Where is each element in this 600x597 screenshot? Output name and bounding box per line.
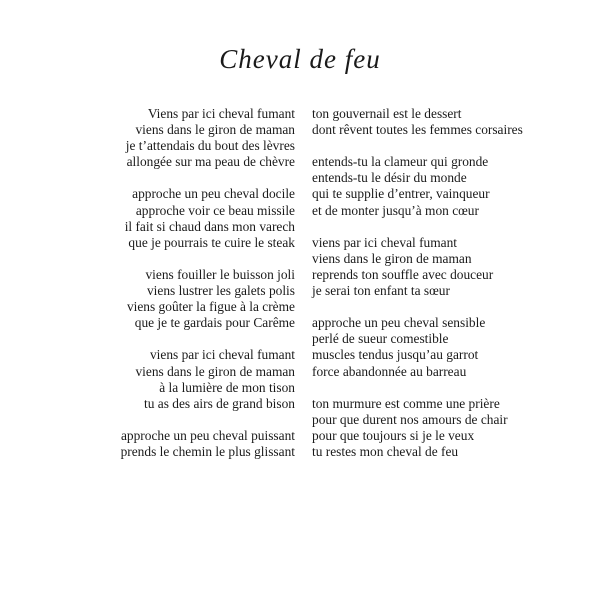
verse-line: viens dans le giron de maman [312, 250, 472, 266]
verse-line: ton murmure est comme une prière [312, 395, 500, 411]
verse-line: que je te gardais pour Carême [134, 315, 295, 331]
verse-line: viens dans le giron de maman [135, 122, 295, 138]
verse-line: il fait si chaud dans mon varech [124, 218, 295, 234]
poem-title: Cheval de feu [219, 44, 381, 74]
verse-line: force abandonnée au barreau [312, 363, 467, 379]
left-stanza-3 [55, 267, 295, 331]
verse-line: entends-tu la clameur qui gronde [312, 154, 489, 170]
verse-line: je serai ton enfant ta sœur [312, 283, 450, 299]
verse-line: approche un peu cheval docile [132, 186, 295, 202]
right-stanza-5 [312, 396, 572, 460]
verse-line: que je pourrais te cuire le steak [128, 234, 295, 250]
verse-line: tu as des airs de grand bison [144, 395, 295, 411]
verse-line: viens goûter la figue à la crème [126, 299, 295, 315]
verse-line: prends le chemin le plus glissant [120, 443, 295, 459]
verse-line: viens fouiller le buisson joli [145, 266, 295, 282]
verse-line: reprends ton souffle avec douceur [312, 266, 494, 282]
left-stanza-1 [55, 106, 295, 170]
verse-line: viens dans le giron de maman [135, 363, 295, 379]
verse-line: perlé de sueur comestible [312, 331, 449, 347]
verse-line: pour que toujours si je le veux [312, 427, 475, 443]
right-stanza-3 [312, 235, 572, 299]
verse-line: Viens par ici cheval fumant [147, 106, 295, 121]
right-stanza-4 [312, 315, 572, 379]
left-stanza-2 [55, 186, 295, 250]
verse-line: dont rêvent toutes les femmes corsaires [312, 122, 523, 138]
verse-line: tu restes mon cheval de feu [312, 443, 459, 459]
verse-line: entends-tu le désir du monde [312, 170, 467, 186]
verse-line: ton gouvernail est le dessert [312, 106, 462, 121]
verse-line: approche voir ce beau missile [135, 202, 295, 218]
verse-line: pour que durent nos amours de chair [312, 411, 508, 427]
verse-line: muscles tendus jusqu’au garrot [312, 347, 479, 363]
verse-line: viens par ici cheval fumant [149, 347, 295, 363]
verse-line: à la lumière de mon tison [159, 379, 295, 395]
verse-line: viens lustrer les galets polis [146, 283, 295, 299]
verse-line: approche un peu cheval puissant [120, 427, 295, 443]
verse-line: je t’attendais du bout des lèvres [125, 138, 295, 154]
left-stanza-4 [55, 347, 295, 411]
right-stanza-2 [312, 154, 572, 218]
verse-line: et de monter jusqu’à mon cœur [312, 202, 479, 218]
verse-line: qui te supplie d’entrer, vainqueur [312, 186, 490, 202]
right-column [312, 106, 572, 476]
verse-line: allongée sur ma peau de chèvre [126, 154, 295, 170]
right-stanza-1 [312, 106, 572, 138]
left-column [55, 106, 295, 476]
verse-line: approche un peu cheval sensible [312, 315, 486, 331]
verse-line: viens par ici cheval fumant [312, 234, 458, 250]
left-stanza-5 [55, 428, 295, 460]
